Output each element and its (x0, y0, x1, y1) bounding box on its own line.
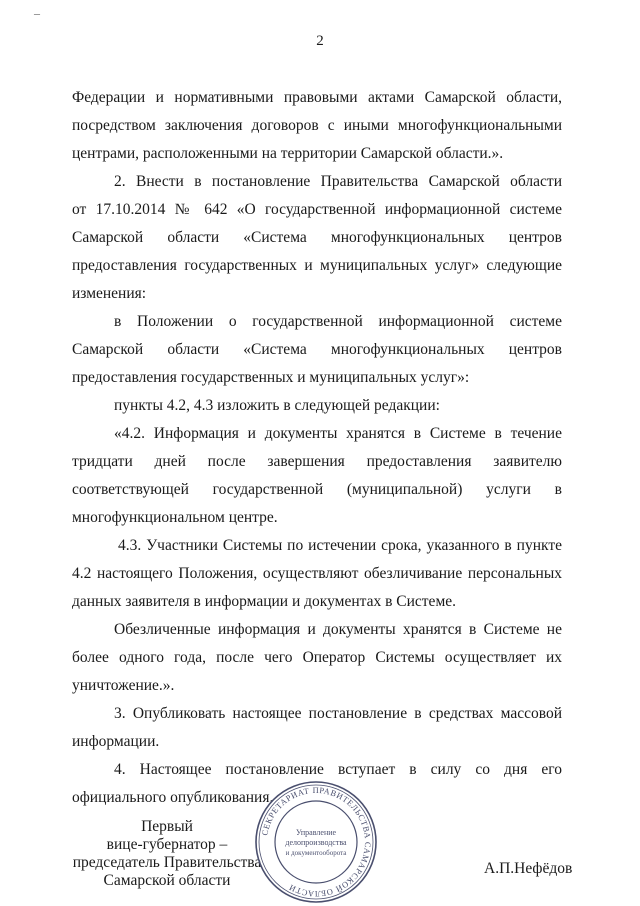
text-line: Самарской области «Система многофункциональных центров (72, 341, 562, 358)
text-line: 4. Настоящее постановление вступает в силу со дня его (114, 761, 562, 778)
text-line: 2. Внести в постановление Правительства Самарской области (114, 173, 562, 190)
text-line: Обезличенные информация и документы хранятся в Системе не (114, 621, 562, 638)
text-line: Федерации и нормативными правовыми актами Самарской области, (72, 89, 562, 106)
text-line: посредством заключения договоров с иными многофункциональными (72, 117, 562, 134)
stamp-ring-text: СЕКРЕТАРИАТ ПРАВИТЕЛЬСТВА САМАРСКОЙ ОБЛАСТИ (260, 785, 373, 899)
signatory-title-line: председатель Правительства (72, 854, 262, 871)
signatory-title (62, 818, 272, 890)
text-line: соответствующей государственной (муниципальной) услуги в (72, 481, 562, 498)
text-line: предоставления государственных и муниципальных услуг» следующие (72, 257, 562, 274)
text-line: центрами, расположенными на территории Самарской области.». (72, 145, 504, 162)
stamp-center-line: Управление (295, 828, 337, 837)
text-line: от 17.10.2014 № 642 «О государственной информационной системе (72, 201, 562, 218)
stamp-center-line: делопроизводства (285, 838, 347, 847)
page-number: 2 (316, 33, 324, 49)
text-line: данных заявителя в информации и документах в Системе. (72, 593, 457, 610)
text-line: пункты 4.2, 4.3 изложить в следующей редакции: (114, 397, 440, 414)
text-line: официального опубликования. (72, 789, 274, 806)
signatory-title-line: вице-губернатор – (106, 836, 228, 853)
text-line: в Положении о государственной информационной системе (114, 313, 562, 330)
stamp-center-line: и документооборота (285, 849, 347, 857)
text-line: предоставления государственных и муниципальных услуг»: (72, 369, 470, 386)
text-line: Самарской области «Система многофункциональных центров (72, 229, 562, 246)
text-line: уничтожение.». (72, 677, 175, 694)
signatory-name: А.П.Нефёдов (484, 860, 573, 877)
text-line: тридцати дней после завершения предоставления заявителю (72, 453, 562, 470)
text-line: более одного года, после чего Оператор Системы осуществляет их (72, 649, 562, 666)
official-stamp (252, 778, 380, 906)
signatory-title-line: Первый (141, 818, 193, 835)
text-line: 3. Опубликовать настоящее постановление в средствах массовой (114, 705, 562, 722)
text-line: 4.2 настоящего Положения, осуществляют обезличивание персональных (72, 565, 562, 582)
text-line: «4.2. Информация и документы хранятся в Системе в течение (114, 425, 562, 442)
text-line: многофункциональном центре. (72, 509, 278, 526)
text-line: 4.3. Участники Системы по истечении срока, указанного в пункте (118, 537, 562, 554)
text-line: изменения: (72, 285, 147, 302)
signatory-title-line: Самарской области (103, 872, 231, 889)
text-line: информации. (72, 733, 160, 750)
corner-mark: – (34, 6, 40, 20)
